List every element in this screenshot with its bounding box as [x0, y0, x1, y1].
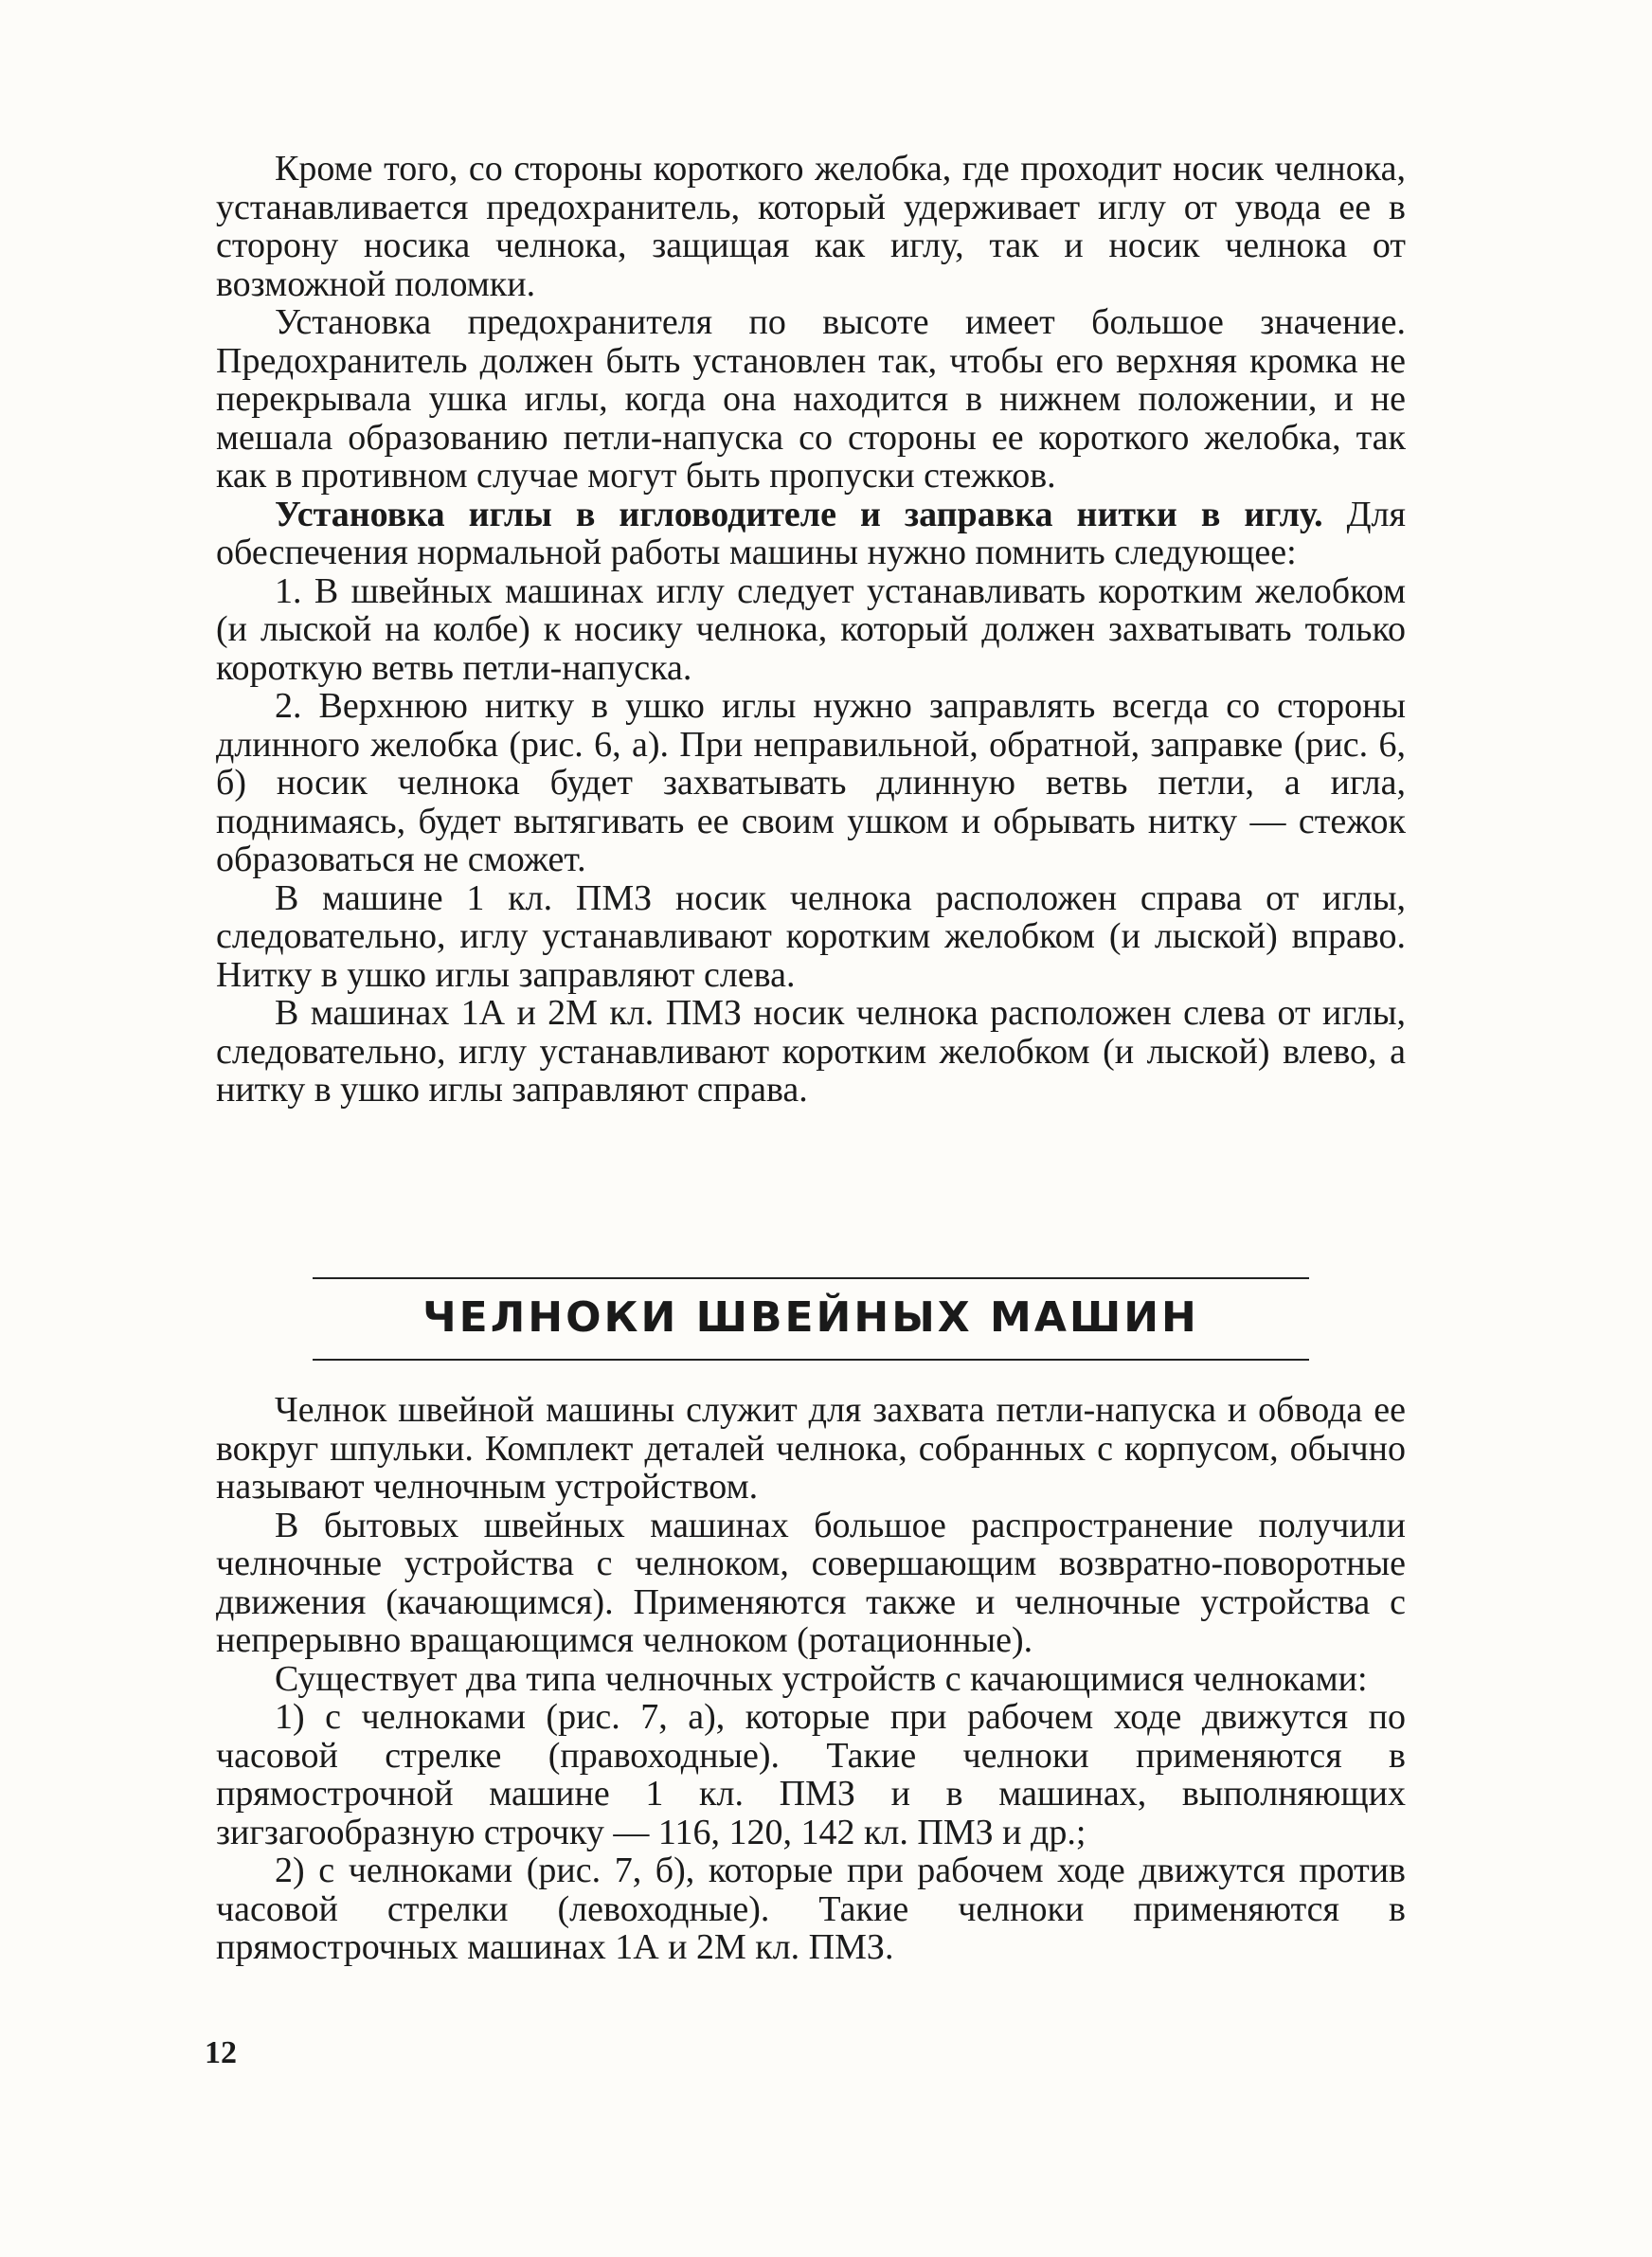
top-text-block	[216, 150, 1406, 1110]
paragraph	[216, 1660, 1406, 1699]
paragraph-text: 2) с челноками (рис. 7, б), которые при рабочем ходе движутся против часовой стрелки (левоходные). Такие челноки применяются в прямострочных машинах 1А и 2М кл. ПМЗ.	[216, 1851, 1406, 1967]
paragraph	[216, 303, 1406, 496]
paragraph	[216, 1698, 1406, 1851]
paragraph-text: Установка предохранителя по высоте имеет большое значение. Предохранитель должен быть установлен так, чтобы его верхняя кромка не перекрывала ушка иглы, когда она находится в нижнем положении, и не мешала образованию петли-напуска со стороны ее короткого желобка, так как в противном случае могут быть пропуски стежков.	[216, 302, 1406, 496]
paragraph	[216, 1851, 1406, 1967]
paragraph	[216, 496, 1406, 572]
paragraph	[216, 1507, 1406, 1660]
page-number: 12	[205, 2035, 237, 2070]
paragraph	[216, 879, 1406, 995]
section-rule-bottom	[313, 1359, 1309, 1361]
paragraph-text: Для обеспечения нормальной работы машины нужно помнить следующее:	[216, 494, 1406, 572]
paragraph-text: В машинах 1А и 2М кл. ПМЗ носик челнока расположен слева от иглы, следовательно, иглу устанавливают коротким желобком (и лыской) влево, а нитку в ушко иглы заправляют справа.	[216, 993, 1406, 1110]
section-rule-top	[313, 1277, 1309, 1279]
paragraph-text: Кроме того, со стороны короткого желобка, где проходит носик челнока, устанавливается предохранитель, который удерживает иглу от увода ее в сторону носика челнока, защищая как иглу, так и носик челнока от возможной поломки.	[216, 149, 1406, 304]
paragraph-text: В бытовых швейных машинах большое распространение получили челночные устройства с челноком, совершающим возвратно-поворотные движения (качающимся). Применяются также и челночные устройства с непрерывно вращающимся челноком (ротационные).	[216, 1505, 1406, 1660]
paragraph	[216, 572, 1406, 688]
paragraph-text: Челнок швейной машины служит для захвата петли-напуска и обвода ее вокруг шпульки. Комплект деталей челнока, собранных с корпусом, обычно называют челночным устройством.	[216, 1390, 1406, 1507]
run-in-heading: Установка иглы в игловодителе и заправка нитки в иглу.	[275, 494, 1323, 534]
paragraph-text: 1. В швейных машинах иглу следует устанавливать коротким желобком (и лыской на колбе) к носику челнока, который должен захватывать только короткую ветвь петли-напуска.	[216, 570, 1406, 688]
section-title: ЧЕЛНОКИ ШВЕЙНЫХ МАШИН	[422, 1293, 1199, 1342]
paragraph-text: В машине 1 кл. ПМЗ носик челнока расположен справа от иглы, следовательно, иглу устанавливают коротким желобком (и лыской) вправо. Нитку в ушко иглы заправляют слева.	[216, 877, 1406, 995]
bottom-text-block	[216, 1391, 1406, 1967]
paragraph	[216, 150, 1406, 303]
paragraph-text: 2. Верхнюю нитку в ушко иглы нужно заправлять всегда со стороны длинного желобка (рис. 6, а). При неправильной, обратной, заправке (рис. 6, б) носик челнока будет захватывать длинную ветвь петли, а игла, поднимаясь, будет вытягивать ее своим ушком и обрывать нитку — стежок образоваться не сможет.	[216, 686, 1406, 879]
paragraph	[216, 1391, 1406, 1507]
paragraph	[216, 687, 1406, 879]
paragraph-text: Существует два типа челночных устройств с качающимися челноками:	[275, 1658, 1368, 1699]
paragraph	[216, 994, 1406, 1110]
paragraph-text: 1) с челноками (рис. 7, а), которые при рабочем ходе движутся по часовой стрелке (правоходные). Такие челноки применяются в прямострочной машине 1 кл. ПМЗ и в машинах, выполняющих зигзагообразную строчку — 116, 120, 142 кл. ПМЗ и др.;	[216, 1697, 1406, 1852]
